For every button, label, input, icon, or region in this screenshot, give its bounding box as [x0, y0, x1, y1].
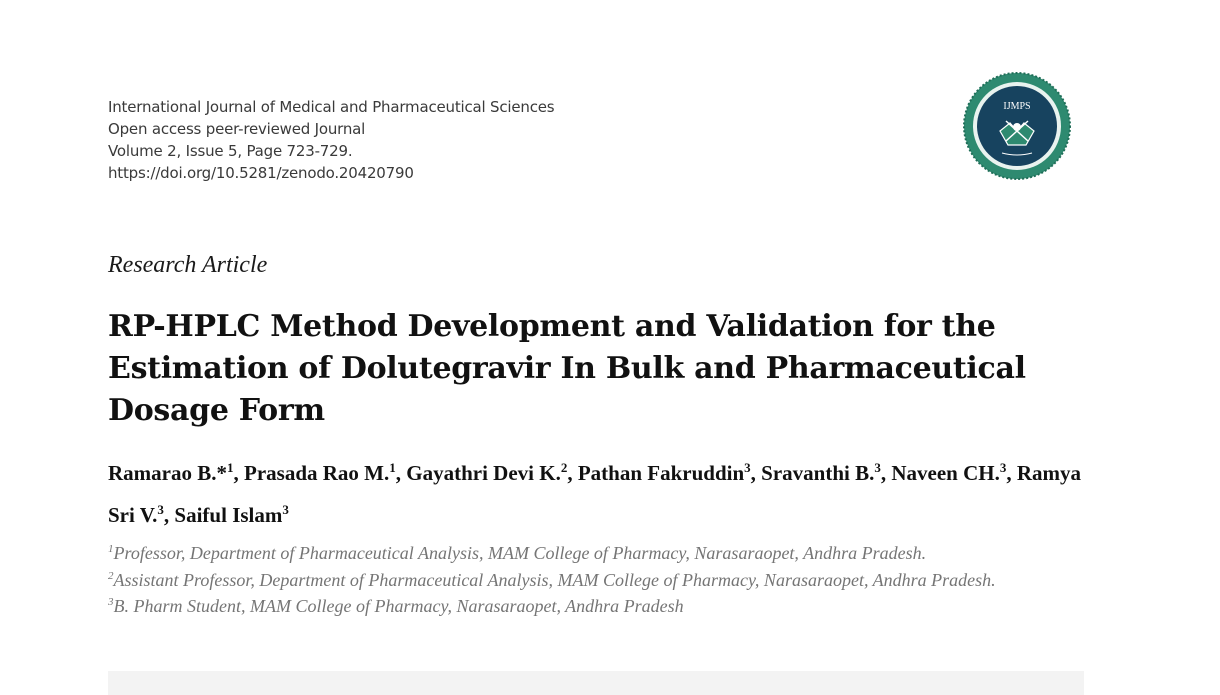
- author-affiliation-marker: 3: [874, 460, 881, 475]
- author-affiliation-marker: 3: [999, 460, 1007, 475]
- journal-volume: Volume 2, Issue 5, Page 723-729.: [108, 142, 353, 160]
- abstract-box: [108, 671, 1084, 695]
- affiliation-text: B. Pharm Student, MAM College of Pharmacy, Narasaraopet, Andhra Pradesh: [113, 596, 684, 616]
- affiliation-item: [108, 567, 1068, 594]
- journal-name: International Journal of Medical and Pharmaceutical Sciences: [108, 98, 555, 116]
- journal-logo: [962, 71, 1072, 181]
- journal-seal-icon: [962, 71, 1072, 181]
- affiliation-item: [108, 593, 1068, 620]
- author-name: Ramya Sri V.: [108, 461, 1082, 527]
- author-name: Pathan Fakruddin: [577, 461, 745, 485]
- doi-link[interactable]: https://doi.org/10.5281/zenodo.20420790: [108, 164, 414, 182]
- affiliation-item: [108, 540, 1068, 567]
- author-affiliation-marker: 1: [389, 460, 396, 475]
- author-affiliation-marker: 3: [282, 502, 289, 517]
- author-list: [108, 452, 1093, 536]
- author-name: Saiful Islam: [174, 503, 283, 527]
- paper-title: RP-HPLC Method Development and Validation for the Estimation of Dolutegravir In Bulk and Pharmaceutical Dosage Form: [108, 309, 1026, 428]
- author-name: Naveen CH.: [891, 461, 1000, 485]
- article-type-label: Research Article: [108, 252, 268, 278]
- author-name: Prasada Rao M.: [244, 461, 390, 485]
- author-affiliation-marker: 2: [560, 460, 568, 475]
- author-separator: ,: [750, 461, 762, 485]
- author-name: Sravanthi B.: [761, 461, 875, 485]
- author-separator: ,: [395, 461, 407, 485]
- author-affiliation-marker: 3: [157, 502, 164, 517]
- author-separator: ,: [1006, 461, 1017, 485]
- affiliation-number: 1: [108, 543, 114, 555]
- author-name: Ramarao B.*: [108, 461, 227, 485]
- author-affiliation-marker: 1: [227, 460, 234, 475]
- affiliation-number: 3: [108, 596, 114, 608]
- journal-access: Open access peer-reviewed Journal: [108, 120, 366, 138]
- affiliation-text: Professor, Department of Pharmaceutical Analysis, MAM College of Pharmacy, Narasaraopet, Andhra Pradesh.: [113, 543, 927, 563]
- svg-text:IJMPS: IJMPS: [1003, 101, 1031, 112]
- author-affiliation-marker: 3: [744, 460, 751, 475]
- author-separator: ,: [233, 461, 244, 485]
- author-name: Gayathri Devi K.: [406, 461, 561, 485]
- affiliations-list: [108, 540, 1068, 620]
- affiliation-number: 2: [108, 569, 114, 582]
- author-separator: ,: [163, 503, 175, 527]
- journal-info: [108, 96, 554, 184]
- author-separator: ,: [567, 461, 578, 485]
- affiliation-text: Assistant Professor, Department of Pharmaceutical Analysis, MAM College of Pharmacy, Narasaraopet, Andhra Pradesh.: [113, 569, 996, 590]
- author-separator: ,: [880, 461, 892, 485]
